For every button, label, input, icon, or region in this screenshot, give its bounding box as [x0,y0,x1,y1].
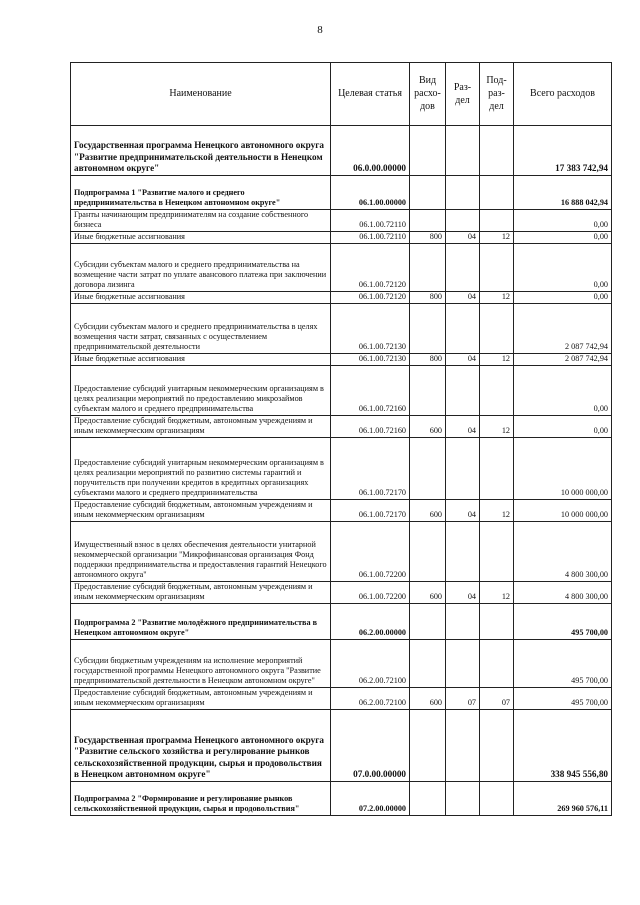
budget-table [70,62,612,816]
row-subsection [480,604,514,640]
row-total: 16 888 042,94 [514,176,612,210]
row-subsection [480,366,514,416]
row-subsection [480,210,514,232]
row-section [446,710,480,782]
row-kind: 600 [410,416,446,438]
row-kind [410,176,446,210]
row-name: Подпрограмма 2 "Формирование и регулирование рынков сельскохозяйственной продукции, сырья и продовольствия" [71,782,331,816]
row-section: 07 [446,688,480,710]
table-row [71,366,612,416]
row-target: 06.1.00.72110 [331,210,410,232]
row-kind [410,126,446,176]
row-name: Предоставление субсидий унитарным некоммерческим организациям в целях реализации мероприятий по предоставлению микрозаймов субъектам малого и среднего предпринимательства [71,366,331,416]
row-section: 04 [446,500,480,522]
header-total: Всего расходов [514,63,612,126]
row-subsection: 07 [480,688,514,710]
row-kind: 600 [410,582,446,604]
row-kind [410,640,446,688]
row-section [446,176,480,210]
row-subsection [480,176,514,210]
row-name: Иные бюджетные ассигнования [71,354,331,366]
row-total: 10 000 000,00 [514,438,612,500]
row-subsection [480,304,514,354]
row-section [446,782,480,816]
header-section: Раз-дел [446,63,480,126]
row-target: 06.1.00.72170 [331,500,410,522]
row-kind [410,782,446,816]
row-total: 10 000 000,00 [514,500,612,522]
row-target: 07.0.00.00000 [331,710,410,782]
row-name: Субсидии субъектам малого и среднего предпринимательства на возмещение части затрат по уплате авансового платежа при заключении договора лизинга [71,244,331,292]
row-section: 04 [446,416,480,438]
row-target: 06.1.00.72160 [331,366,410,416]
row-section [446,604,480,640]
row-name: Государственная программа Ненецкого автономного округа "Развитие сельского хозяйства и регулирование рынков сельскохозяйственной продукции, сырья и продовольствия в Ненецком автономном округе" [71,710,331,782]
row-kind: 600 [410,500,446,522]
row-kind [410,304,446,354]
row-name: Предоставление субсидий бюджетным, автономным учреждениям и иным некоммерческим организациям [71,416,331,438]
row-total: 495 700,00 [514,688,612,710]
table-row [71,210,612,232]
header-target: Целевая статья [331,63,410,126]
row-subsection: 12 [480,582,514,604]
row-section [446,304,480,354]
row-total: 495 700,00 [514,604,612,640]
row-kind: 800 [410,292,446,304]
row-target: 06.1.00.72130 [331,354,410,366]
row-section [446,366,480,416]
row-kind [410,604,446,640]
row-kind [410,710,446,782]
table-row [71,604,612,640]
table-row [71,582,612,604]
row-subsection [480,126,514,176]
row-kind [410,366,446,416]
table-row [71,710,612,782]
row-target: 07.2.00.00000 [331,782,410,816]
header-name: Наименование [71,63,331,126]
row-section: 04 [446,354,480,366]
row-total: 0,00 [514,292,612,304]
row-name: Предоставление субсидий бюджетным, автономным учреждениям и иным некоммерческим организациям [71,500,331,522]
row-kind [410,438,446,500]
table-row [71,244,612,292]
row-target: 06.1.00.72110 [331,232,410,244]
row-name: Предоставление субсидий бюджетным, автономным учреждениям и иным некоммерческим организациям [71,582,331,604]
row-name: Субсидии бюджетным учреждениям на исполнение мероприятий государственной программы Ненецкого автономного округа "Развитие предпринимательской деятельности в Ненецком автономном округе" [71,640,331,688]
row-kind: 600 [410,688,446,710]
row-total: 269 960 576,11 [514,782,612,816]
row-total: 338 945 556,80 [514,710,612,782]
row-name: Предоставление субсидий унитарным некоммерческим организациям в целях реализации мероприятий по развитию системы гарантий и поручительств при получении кредитов в кредитных организациях субъектами малого и среднего предпринимательства [71,438,331,500]
row-target: 06.2.00.00000 [331,604,410,640]
row-target: 06.2.00.72100 [331,640,410,688]
row-total: 495 700,00 [514,640,612,688]
row-kind [410,244,446,292]
row-target: 06.1.00.72120 [331,244,410,292]
row-name: Подпрограмма 2 "Развитие молодёжного предпринимательства в Ненецком автономном округе" [71,604,331,640]
table-row [71,354,612,366]
table-row [71,126,612,176]
row-target: 06.1.00.72200 [331,582,410,604]
table-row [71,176,612,210]
row-name: Иные бюджетные ассигнования [71,292,331,304]
row-subsection [480,522,514,582]
row-kind [410,522,446,582]
table-row [71,232,612,244]
row-kind: 800 [410,354,446,366]
table-row [71,782,612,816]
row-total: 0,00 [514,244,612,292]
row-total: 0,00 [514,366,612,416]
row-target: 06.2.00.72100 [331,688,410,710]
row-section [446,244,480,292]
table-row [71,438,612,500]
row-subsection [480,782,514,816]
row-subsection: 12 [480,232,514,244]
table-row [71,292,612,304]
row-section [446,438,480,500]
row-section [446,210,480,232]
row-total: 17 383 742,94 [514,126,612,176]
row-total: 2 087 742,94 [514,304,612,354]
row-target: 06.1.00.72200 [331,522,410,582]
row-name: Субсидии субъектам малого и среднего предпринимательства в целях возмещения части затрат, связанных с осуществлением предпринимательской деятельности [71,304,331,354]
row-total: 2 087 742,94 [514,354,612,366]
row-target: 06.1.00.72170 [331,438,410,500]
row-name: Предоставление субсидий бюджетным, автономным учреждениям и иным некоммерческим организациям [71,688,331,710]
table-header-row [71,63,612,126]
row-target: 06.1.00.00000 [331,176,410,210]
row-section: 04 [446,292,480,304]
table-row [71,416,612,438]
row-kind [410,210,446,232]
table-row [71,500,612,522]
row-subsection [480,244,514,292]
row-subsection [480,438,514,500]
row-total: 4 800 300,00 [514,582,612,604]
row-name: Государственная программа Ненецкого автономного округа "Развитие предпринимательской деятельности в Ненецком автономном округе" [71,126,331,176]
row-subsection: 12 [480,354,514,366]
row-subsection: 12 [480,292,514,304]
row-name: Иные бюджетные ассигнования [71,232,331,244]
row-section [446,640,480,688]
page-number: 8 [317,24,323,36]
row-name: Гранты начинающим предпринимателям на создание собственного бизнеса [71,210,331,232]
row-total: 0,00 [514,416,612,438]
row-name: Имущественный взнос в целях обеспечения деятельности унитарной некоммерческой организации "Микрофинансовая организация Фонд поддержки предпринимательства и предоставления гарантий Ненецкого автономного округа" [71,522,331,582]
table-row [71,688,612,710]
row-section: 04 [446,582,480,604]
row-subsection: 12 [480,416,514,438]
row-total: 0,00 [514,232,612,244]
row-target: 06.1.00.72160 [331,416,410,438]
header-subsection: Под-раз-дел [480,63,514,126]
row-kind: 800 [410,232,446,244]
row-subsection [480,640,514,688]
row-subsection [480,710,514,782]
header-kind: Вид расхо-дов [410,63,446,126]
row-subsection: 12 [480,500,514,522]
row-total: 4 800 300,00 [514,522,612,582]
table-body [71,126,612,816]
row-total: 0,00 [514,210,612,232]
row-target: 06.1.00.72130 [331,304,410,354]
row-target: 06.0.00.00000 [331,126,410,176]
row-section [446,522,480,582]
table-row [71,522,612,582]
table-row [71,640,612,688]
row-section [446,126,480,176]
table-row [71,304,612,354]
row-section: 04 [446,232,480,244]
row-target: 06.1.00.72120 [331,292,410,304]
row-name: Подпрограмма 1 "Развитие малого и среднего предпринимательства в Ненецком автономном округе" [71,176,331,210]
